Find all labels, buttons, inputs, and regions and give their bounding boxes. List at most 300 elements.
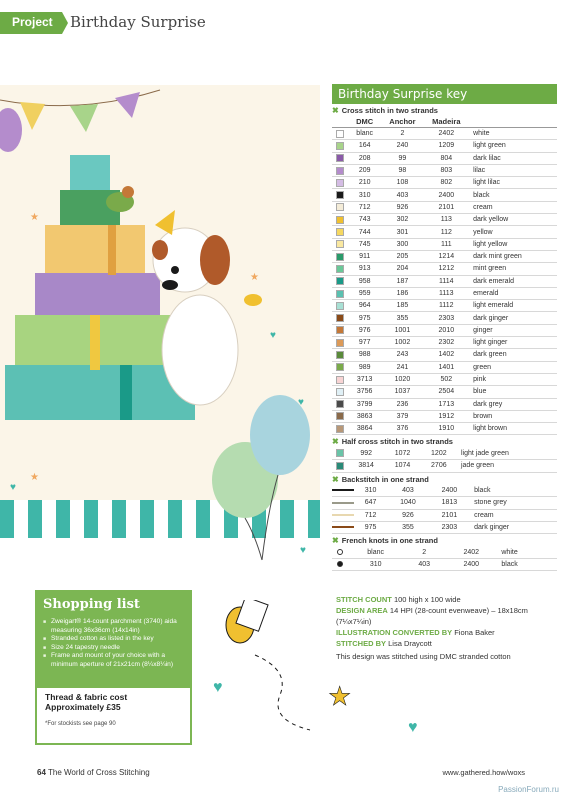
anchor-cell: 240 [381, 140, 423, 152]
stockists-note: *For stockists see page 90 [45, 721, 116, 727]
page-title: Birthday Surprise [70, 13, 206, 31]
symbol-cell [332, 447, 348, 459]
key-row [332, 287, 557, 299]
key-section-title [332, 536, 557, 545]
madeira-cell: 2302 [424, 337, 470, 349]
dmc-cell: 911 [348, 250, 381, 262]
column-header: Anchor [381, 116, 423, 128]
madeira-cell: 2504 [424, 386, 470, 398]
symbol-cell [332, 128, 348, 140]
name-cell: light ginger [469, 337, 557, 349]
key-row [332, 140, 557, 152]
color-swatch-icon [336, 314, 344, 322]
anchor-cell: 403 [381, 189, 423, 201]
anchor-cell: 185 [381, 300, 423, 312]
heart-icon: ♥ [213, 679, 223, 696]
name-cell: light green [469, 140, 557, 152]
key-row [332, 423, 557, 435]
name-cell: dark lilac [469, 152, 557, 164]
design-area-label: DESIGN AREA [336, 606, 388, 615]
color-swatch-icon [336, 253, 344, 261]
illustration-artwork [0, 60, 330, 580]
name-cell: dark mint green [469, 250, 557, 262]
color-swatch-icon [336, 425, 344, 433]
dmc-cell: 964 [348, 300, 381, 312]
madeira-cell: 1114 [424, 275, 470, 287]
color-swatch-icon [336, 376, 344, 384]
madeira-cell: 1713 [424, 398, 470, 410]
svg-text:★: ★ [30, 212, 39, 223]
key-row [332, 164, 557, 176]
name-cell: dark ginger [470, 521, 557, 533]
madeira-cell: 2402 [424, 128, 470, 140]
symbol-cell [332, 238, 348, 250]
color-swatch-icon [336, 277, 344, 285]
section-label: Backstitch in one strand [341, 474, 429, 484]
anchor-cell: 926 [381, 201, 423, 213]
anchor-cell: 236 [381, 398, 423, 410]
key-row [332, 337, 557, 349]
party-hat-shape [0, 108, 22, 152]
key-row [332, 300, 557, 312]
puppy [162, 295, 238, 405]
name-cell: light brown [469, 423, 557, 435]
cross-icon: ✖ [332, 106, 339, 115]
key-row [332, 361, 557, 373]
anchor-cell: 403 [403, 559, 445, 571]
anchor-cell: 187 [381, 275, 423, 287]
color-swatch-icon [336, 412, 344, 420]
name-cell: light lilac [469, 177, 557, 189]
dmc-cell: 310 [348, 189, 381, 201]
color-swatch-icon [336, 462, 344, 470]
shopping-item: ■ Size 24 tapestry needle [43, 644, 184, 653]
anchor-cell: 243 [381, 349, 423, 361]
key-row [332, 398, 557, 410]
anchor-cell: 1072 [384, 447, 420, 459]
page-number: 64 [37, 768, 46, 777]
key-row [332, 189, 557, 201]
symbol-cell [332, 164, 348, 176]
anchor-cell: 1040 [387, 497, 428, 509]
color-swatch-icon [336, 216, 344, 224]
color-swatch-icon [336, 203, 344, 211]
cross-icon: ✖ [332, 474, 339, 484]
dmc-cell: 3864 [348, 423, 381, 435]
anchor-cell: 186 [381, 287, 423, 299]
madeira-cell: 2402 [445, 546, 497, 558]
key-row [332, 485, 557, 497]
anchor-cell: 300 [381, 238, 423, 250]
dmc-cell: 647 [354, 497, 387, 509]
color-swatch-icon [336, 130, 344, 138]
dmc-cell: 744 [348, 226, 381, 238]
key-table [332, 447, 557, 472]
madeira-cell: 113 [424, 214, 470, 226]
color-swatch-icon [336, 154, 344, 162]
symbol-cell [332, 386, 348, 398]
anchor-cell: 379 [381, 410, 423, 422]
cost-value: Approximately £35 [45, 702, 121, 712]
dmc-cell: 988 [348, 349, 381, 361]
column-header: Madeira [424, 116, 470, 128]
color-swatch-icon [336, 326, 344, 334]
anchor-cell: 2 [381, 128, 423, 140]
color-swatch-icon [336, 363, 344, 371]
dmc-cell: 977 [348, 337, 381, 349]
anchor-cell: 355 [381, 312, 423, 324]
dmc-cell: blanc [348, 546, 403, 558]
key-row [332, 263, 557, 275]
key-row [332, 509, 557, 521]
madeira-cell: 112 [424, 226, 470, 238]
anchor-cell: 99 [381, 152, 423, 164]
anchor-cell: 98 [381, 164, 423, 176]
color-swatch-icon [336, 351, 344, 359]
symbol-cell [332, 250, 348, 262]
anchor-cell: 1020 [381, 373, 423, 385]
bottom-decoration [200, 600, 430, 750]
madeira-cell: 2400 [429, 485, 470, 497]
french-knot-icon [337, 549, 343, 555]
name-cell: light yellow [469, 238, 557, 250]
name-cell: dark green [469, 349, 557, 361]
anchor-cell: 403 [387, 485, 428, 497]
color-swatch-icon [336, 240, 344, 248]
bee [244, 294, 262, 306]
symbol-cell [332, 189, 348, 201]
symbol-cell [332, 509, 354, 521]
key-row [332, 312, 557, 324]
anchor-cell: 2 [403, 546, 445, 558]
color-swatch-icon [336, 449, 344, 457]
madeira-cell: 1212 [424, 263, 470, 275]
key-section-title [332, 475, 557, 484]
anchor-cell: 301 [381, 226, 423, 238]
anchor-cell: 1037 [381, 386, 423, 398]
star-icon: ★ [328, 681, 352, 711]
dmc-cell: 3756 [348, 386, 381, 398]
footer-url[interactable]: www.gathered.how/woxs [442, 768, 525, 777]
madeira-cell: 1209 [424, 140, 470, 152]
anchor-cell: 1074 [384, 460, 420, 472]
color-swatch-icon [336, 265, 344, 273]
header-blank [469, 116, 557, 128]
madeira-cell: 2010 [424, 324, 470, 336]
name-cell: cream [469, 201, 557, 213]
madeira-cell: 1113 [424, 287, 470, 299]
symbol-cell [332, 361, 348, 373]
cross-icon: ✖ [332, 437, 339, 447]
cost-box [35, 688, 192, 745]
anchor-cell: 204 [381, 263, 423, 275]
madeira-cell: 1214 [424, 250, 470, 262]
design-area: 14 HPI (28-count evenweave) – 18x18cm (7¼x7¼in) [336, 606, 528, 626]
bunting-flag [70, 104, 98, 132]
madeira-cell: 802 [424, 177, 470, 189]
birthday-illustration [0, 60, 330, 580]
footer-left [37, 768, 150, 777]
symbol-cell [332, 201, 348, 213]
madeira-cell: 2303 [429, 521, 470, 533]
symbol-cell [332, 349, 348, 361]
symbol-cell [332, 300, 348, 312]
madeira-cell: 1112 [424, 300, 470, 312]
key-row [332, 201, 557, 213]
key-row [332, 177, 557, 189]
madeira-cell: 2101 [429, 509, 470, 521]
anchor-cell: 241 [381, 361, 423, 373]
name-cell: stone grey [470, 497, 557, 509]
backstitch-line-icon [332, 489, 354, 491]
key-row [332, 214, 557, 226]
key-section-title [332, 106, 557, 115]
column-header: DMC [348, 116, 381, 128]
key-title: Birthday Surprise key [332, 84, 557, 104]
bunting-flag [115, 92, 140, 118]
symbol-cell [332, 485, 354, 497]
shopping-item: ■ Frame and mount of your choice with a minimum aperture of 21x21cm (8¼x8¼in) [43, 652, 184, 669]
color-swatch-icon [336, 302, 344, 310]
name-cell: white [469, 128, 557, 140]
name-cell: black [470, 485, 557, 497]
anchor-cell: 376 [381, 423, 423, 435]
svg-text:♥: ♥ [298, 397, 304, 408]
madeira-cell: 502 [424, 373, 470, 385]
dmc-cell: 913 [348, 263, 381, 275]
stitch-count: 100 high x 100 wide [393, 595, 461, 604]
gift-box [70, 155, 110, 193]
madeira-cell: 2400 [445, 559, 497, 571]
color-swatch-icon [336, 400, 344, 408]
name-cell: light jade green [457, 447, 557, 459]
heart-icon: ♥ [408, 719, 418, 736]
color-swatch-icon [336, 167, 344, 175]
key-section-title [332, 437, 557, 446]
key-row [332, 250, 557, 262]
symbol-cell [332, 263, 348, 275]
dmc-cell: 164 [348, 140, 381, 152]
stitched-label: STITCHED BY [336, 639, 387, 648]
symbol-cell [332, 152, 348, 164]
symbol-cell [332, 423, 348, 435]
dmc-cell: 959 [348, 287, 381, 299]
name-cell: yellow [469, 226, 557, 238]
dmc-cell: 310 [348, 559, 403, 571]
shopping-item: ■ Zweigart® 14-count parchment (3740) aida measuring 36x36cm (14x14in) [43, 618, 184, 635]
anchor-cell: 355 [387, 521, 428, 533]
dmc-cell: 209 [348, 164, 381, 176]
illustration-label: ILLUSTRATION CONVERTED BY [336, 628, 453, 637]
key-row [332, 226, 557, 238]
dmc-cell: 3814 [348, 460, 384, 472]
dmc-cell: 208 [348, 152, 381, 164]
symbol-cell [332, 521, 354, 533]
svg-text:★: ★ [30, 472, 39, 483]
dmc-cell: 989 [348, 361, 381, 373]
madeira-cell: 2706 [421, 460, 457, 472]
header-blank [332, 116, 348, 128]
dmc-cell: 975 [354, 521, 387, 533]
key-row [332, 559, 557, 571]
backstitch-line-icon [332, 526, 354, 528]
dmc-cell: 3799 [348, 398, 381, 410]
dmc-cell: 975 [348, 312, 381, 324]
anchor-cell: 205 [381, 250, 423, 262]
key-row [332, 324, 557, 336]
backstitch-line-icon [332, 514, 354, 516]
symbol-cell [332, 312, 348, 324]
name-cell: green [469, 361, 557, 373]
stitch-key [332, 84, 557, 571]
key-row [332, 521, 557, 533]
madeira-cell: 1912 [424, 410, 470, 422]
name-cell: ginger [469, 324, 557, 336]
name-cell: blue [469, 386, 557, 398]
symbol-cell [332, 324, 348, 336]
project-tag: Project [0, 12, 62, 34]
dmc-cell: 3713 [348, 373, 381, 385]
key-row [332, 275, 557, 287]
color-swatch-icon [336, 388, 344, 396]
section-label: Cross stitch in two strands [341, 106, 438, 115]
name-cell: dark yellow [469, 214, 557, 226]
dmc-cell: 712 [354, 509, 387, 521]
name-cell: brown [469, 410, 557, 422]
svg-text:♥: ♥ [270, 330, 276, 341]
madeira-cell: 804 [424, 152, 470, 164]
key-table [332, 485, 557, 535]
symbol-cell [332, 140, 348, 152]
color-swatch-icon [336, 142, 344, 150]
symbol-cell [332, 460, 348, 472]
key-row [332, 238, 557, 250]
color-swatch-icon [336, 191, 344, 199]
color-swatch-icon [336, 290, 344, 298]
symbol-cell [332, 398, 348, 410]
symbol-cell [332, 410, 348, 422]
key-row [332, 546, 557, 558]
dmc-cell: 3863 [348, 410, 381, 422]
color-swatch-icon [336, 228, 344, 236]
dmc-cell: 310 [354, 485, 387, 497]
name-cell: dark ginger [469, 312, 557, 324]
shopping-title: Shopping list [43, 597, 140, 612]
key-row [332, 410, 557, 422]
madeira-cell: 1402 [424, 349, 470, 361]
cross-icon: ✖ [332, 536, 339, 546]
name-cell: mint green [469, 263, 557, 275]
symbol-cell [332, 373, 348, 385]
gift-box [35, 273, 160, 318]
key-row [332, 128, 557, 140]
name-cell: black [497, 559, 557, 571]
name-cell: cream [470, 509, 557, 521]
name-cell: lilac [469, 164, 557, 176]
dmc-cell: 958 [348, 275, 381, 287]
symbol-cell [332, 497, 354, 509]
dmc-cell: 976 [348, 324, 381, 336]
name-cell: jade green [457, 460, 557, 472]
name-cell: pink [469, 373, 557, 385]
name-cell: light emerald [469, 300, 557, 312]
shopping-item: ■ Stranded cotton as listed in the key [43, 635, 184, 644]
anchor-cell: 302 [381, 214, 423, 226]
key-row [332, 349, 557, 361]
page-header [0, 0, 565, 40]
symbol-cell [332, 287, 348, 299]
svg-text:★: ★ [250, 272, 259, 283]
key-header-row [332, 116, 557, 128]
dmc-cell: 712 [348, 201, 381, 213]
backstitch-line-icon [332, 502, 354, 504]
svg-text:♥: ♥ [10, 482, 16, 493]
svg-text:♥: ♥ [300, 545, 306, 556]
dmc-cell: 743 [348, 214, 381, 226]
key-sections [332, 106, 557, 571]
key-row [332, 373, 557, 385]
key-row [332, 152, 557, 164]
madeira-cell: 111 [424, 238, 470, 250]
madeira-cell: 803 [424, 164, 470, 176]
dmc-cell: blanc [348, 128, 381, 140]
color-swatch-icon [336, 179, 344, 187]
key-row [332, 386, 557, 398]
dmc-cell: 992 [348, 447, 384, 459]
madeira-cell: 1202 [421, 447, 457, 459]
symbol-cell [332, 177, 348, 189]
illustration-credit: Fiona Baker [454, 628, 495, 637]
name-cell: black [469, 189, 557, 201]
name-cell: dark emerald [469, 275, 557, 287]
symbol-cell [332, 546, 348, 558]
symbol-cell [332, 337, 348, 349]
bunting-flag [20, 102, 45, 130]
key-table [332, 546, 557, 571]
dmc-cell: 210 [348, 177, 381, 189]
madeira-cell: 2101 [424, 201, 470, 213]
anchor-cell: 1002 [381, 337, 423, 349]
shopping-items [43, 618, 184, 669]
stitched-credit: Lisa Draycott [388, 639, 432, 648]
key-row [332, 447, 557, 459]
symbol-cell [332, 214, 348, 226]
section-label: Half cross stitch in two strands [341, 437, 453, 447]
madeira-cell: 1813 [429, 497, 470, 509]
name-cell: emerald [469, 287, 557, 299]
stitch-count-label: STITCH COUNT [336, 595, 392, 604]
french-knot-icon [337, 561, 343, 567]
key-table [332, 116, 557, 435]
gift-box [45, 225, 145, 275]
section-label: French knots in one strand [341, 536, 438, 546]
name-cell: dark grey [469, 398, 557, 410]
madeira-cell: 1910 [424, 423, 470, 435]
madeira-cell: 2400 [424, 189, 470, 201]
color-swatch-icon [336, 339, 344, 347]
anchor-cell: 1001 [381, 324, 423, 336]
key-row [332, 497, 557, 509]
magazine-name: The World of Cross Stitching [47, 768, 150, 777]
symbol-cell [332, 559, 348, 571]
madeira-cell: 1401 [424, 361, 470, 373]
watermark: PassionForum.ru [498, 785, 559, 794]
madeira-cell: 2303 [424, 312, 470, 324]
cost-label: Thread & fabric cost [45, 692, 128, 702]
key-row [332, 460, 557, 472]
dmc-cell: 745 [348, 238, 381, 250]
symbol-cell [332, 226, 348, 238]
